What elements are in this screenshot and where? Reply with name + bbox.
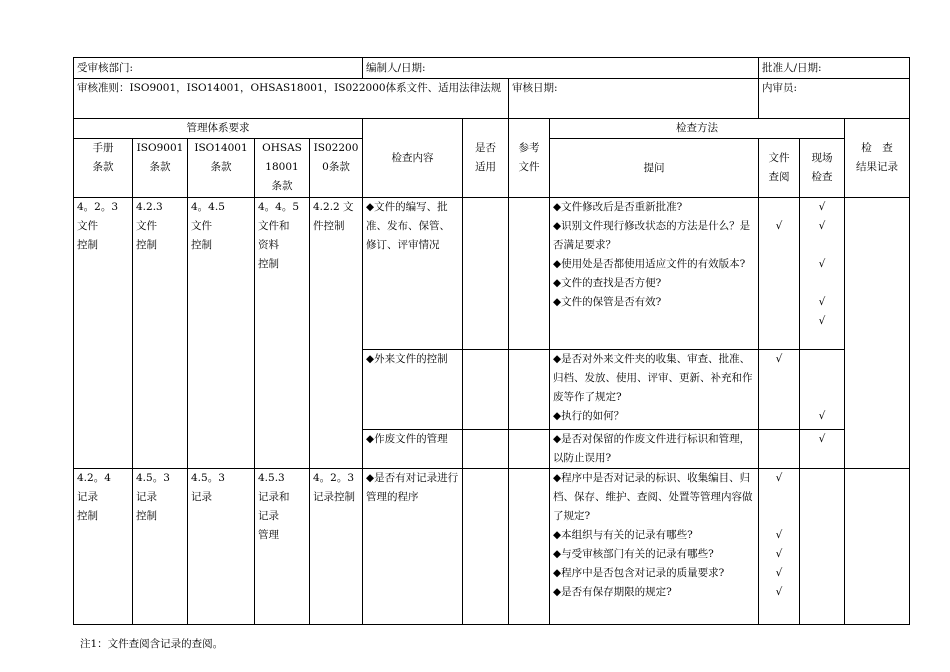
check-content: ◆作废文件的管理 <box>363 430 463 469</box>
iso9001-clause: 4.2.3 文件 控制 <box>133 198 188 469</box>
check-content: ◆是否有对记录进行管理的程序 <box>363 469 463 625</box>
check-mark: √ <box>818 296 826 308</box>
manual-clause-header: 手册 条款 <box>74 139 133 198</box>
question-item: ◆是否对外来文件夹的收集、审查、批准、归档、发放、使用、评审、更新、补充和作废等作了规定? <box>553 353 753 403</box>
check-mark <box>762 293 796 312</box>
question-item: ◆使用处是否都使用适应文件的有效版本? <box>553 258 746 270</box>
applicable-cell <box>463 469 509 625</box>
question-item: ◆文件的查找是否方便? <box>553 277 662 289</box>
audited-dept-label: 受审核部门: <box>74 58 363 79</box>
checklist-table <box>73 57 910 625</box>
site-check-marks <box>800 430 845 469</box>
iso14001-clause-header: ISO14001 条款 <box>188 139 255 198</box>
question-item: ◆执行的如何？ <box>553 410 625 422</box>
site-check-header: 现场 检查 <box>800 139 845 198</box>
ohsas-clause: 4。4。5 文件和 资料 控制 <box>255 198 310 469</box>
audit-checklist <box>73 57 909 625</box>
question-item: ◆程序中是否包含对记录的质量要求? <box>553 567 725 579</box>
question-item: ◆文件的保管是否有效? <box>553 296 662 308</box>
site-check-marks <box>800 350 845 430</box>
check-mark <box>762 255 796 274</box>
check-mark: √ <box>775 529 783 541</box>
question-list <box>550 469 759 625</box>
iso14001-clause: 4.5。3 记录 <box>188 469 255 625</box>
question-list <box>550 350 759 430</box>
reference-doc-cell <box>509 198 550 350</box>
check-mark: √ <box>818 220 826 232</box>
doc-review-marks <box>759 350 800 430</box>
ohsas-clause-header: OHSAS 18001 条款 <box>255 139 310 198</box>
check-mark: √ <box>775 567 783 579</box>
reference-doc-cell <box>509 350 550 430</box>
question-item: ◆是否有保存期限的规定? <box>553 586 672 598</box>
check-mark: √ <box>818 315 826 327</box>
doc-review-marks <box>759 430 800 469</box>
result-record-cell <box>845 198 910 469</box>
table-row <box>74 469 910 625</box>
check-mark: √ <box>818 410 826 422</box>
iso22000-clause-header: IS02200 0条款 <box>310 139 363 198</box>
iso9001-clause-header: ISO9001 条款 <box>133 139 188 198</box>
check-mark: √ <box>818 258 826 270</box>
iso22000-clause: 4。2。3 记录控制 <box>310 469 363 625</box>
doc-review-header: 文件 查阅 <box>759 139 800 198</box>
iso9001-clause: 4.5。3 记录 控制 <box>133 469 188 625</box>
question-item: ◆本组织与有关的记录有哪些? <box>553 529 693 541</box>
footnote: 注1：文件查阅含记录的查阅。 <box>80 638 224 650</box>
question-list <box>550 430 759 469</box>
check-mark: √ <box>775 548 783 560</box>
audit-date-label: 审核日期: <box>509 79 759 119</box>
ohsas-clause: 4.5.3 记录和 记录 管理 <box>255 469 310 625</box>
audit-criteria: 审核准则：ISO9001，ISO14001，OHSAS18001，IS022000体系文件、适用法律法规 <box>74 79 509 119</box>
doc-review-marks <box>759 198 800 350</box>
check-mark <box>762 312 796 331</box>
question-item: ◆程序中是否对记录的标识、收集编目、归档、保存、维护、查阅、处置等管理内容做了规定? <box>553 472 753 522</box>
question-item: ◆识别文件现行修改状态的方法是什么？是否满足要求？ <box>553 220 751 251</box>
check-mark <box>803 350 841 369</box>
auditor-label: 内审员: <box>759 79 910 119</box>
check-mark: √ <box>775 220 783 232</box>
check-content: ◆外来文件的控制 <box>363 350 463 430</box>
question-item: ◆是否对保留的作废文件进行标识和管理，以防止误用? <box>553 433 751 464</box>
result-record-header: 检 查 结果记录 <box>845 119 910 198</box>
iso14001-clause: 4。4.5 文件 控制 <box>188 198 255 469</box>
check-mark <box>762 198 796 217</box>
prepared-by-label: 编制人/日期: <box>363 58 759 79</box>
applicable-cell <box>463 198 509 350</box>
check-mark: √ <box>818 201 826 213</box>
applicable-cell <box>463 430 509 469</box>
check-mark <box>762 407 796 426</box>
reference-doc-cell <box>509 469 550 625</box>
check-mark <box>762 430 796 449</box>
applicable-cell <box>463 350 509 430</box>
site-check-marks <box>800 198 845 350</box>
check-content: ◆文件的编写、批准、发布、保管、修订、评审情况 <box>363 198 463 350</box>
result-record-cell <box>845 469 910 625</box>
check-mark: √ <box>818 433 826 445</box>
iso22000-clause: 4.2.2 文件控制 <box>310 198 363 469</box>
check-method-header: 检查方法 <box>550 119 845 139</box>
question-item: ◆与受审核部门有关的记录有哪些? <box>553 548 714 560</box>
question-list <box>550 198 759 350</box>
mgmt-requirements-header: 管理体系要求 <box>74 119 363 139</box>
check-content-header: 检查内容 <box>363 119 463 198</box>
reference-doc-cell <box>509 430 550 469</box>
question-item: ◆文件修改后是否重新批准? <box>553 201 683 213</box>
approved-by-label: 批准人/日期: <box>759 58 910 79</box>
applicable-header: 是否 适用 <box>463 119 509 198</box>
check-mark: √ <box>775 472 783 484</box>
question-header: 提问 <box>550 139 759 198</box>
manual-clause: 4。2。3 文件 控制 <box>74 198 133 469</box>
manual-clause: 4.2。4 记录 控制 <box>74 469 133 625</box>
check-mark: √ <box>775 586 783 598</box>
site-check-marks <box>800 469 845 625</box>
doc-review-marks <box>759 469 800 625</box>
check-mark: √ <box>775 353 783 365</box>
reference-doc-header: 参考 文件 <box>509 119 550 198</box>
table-row <box>74 198 910 350</box>
